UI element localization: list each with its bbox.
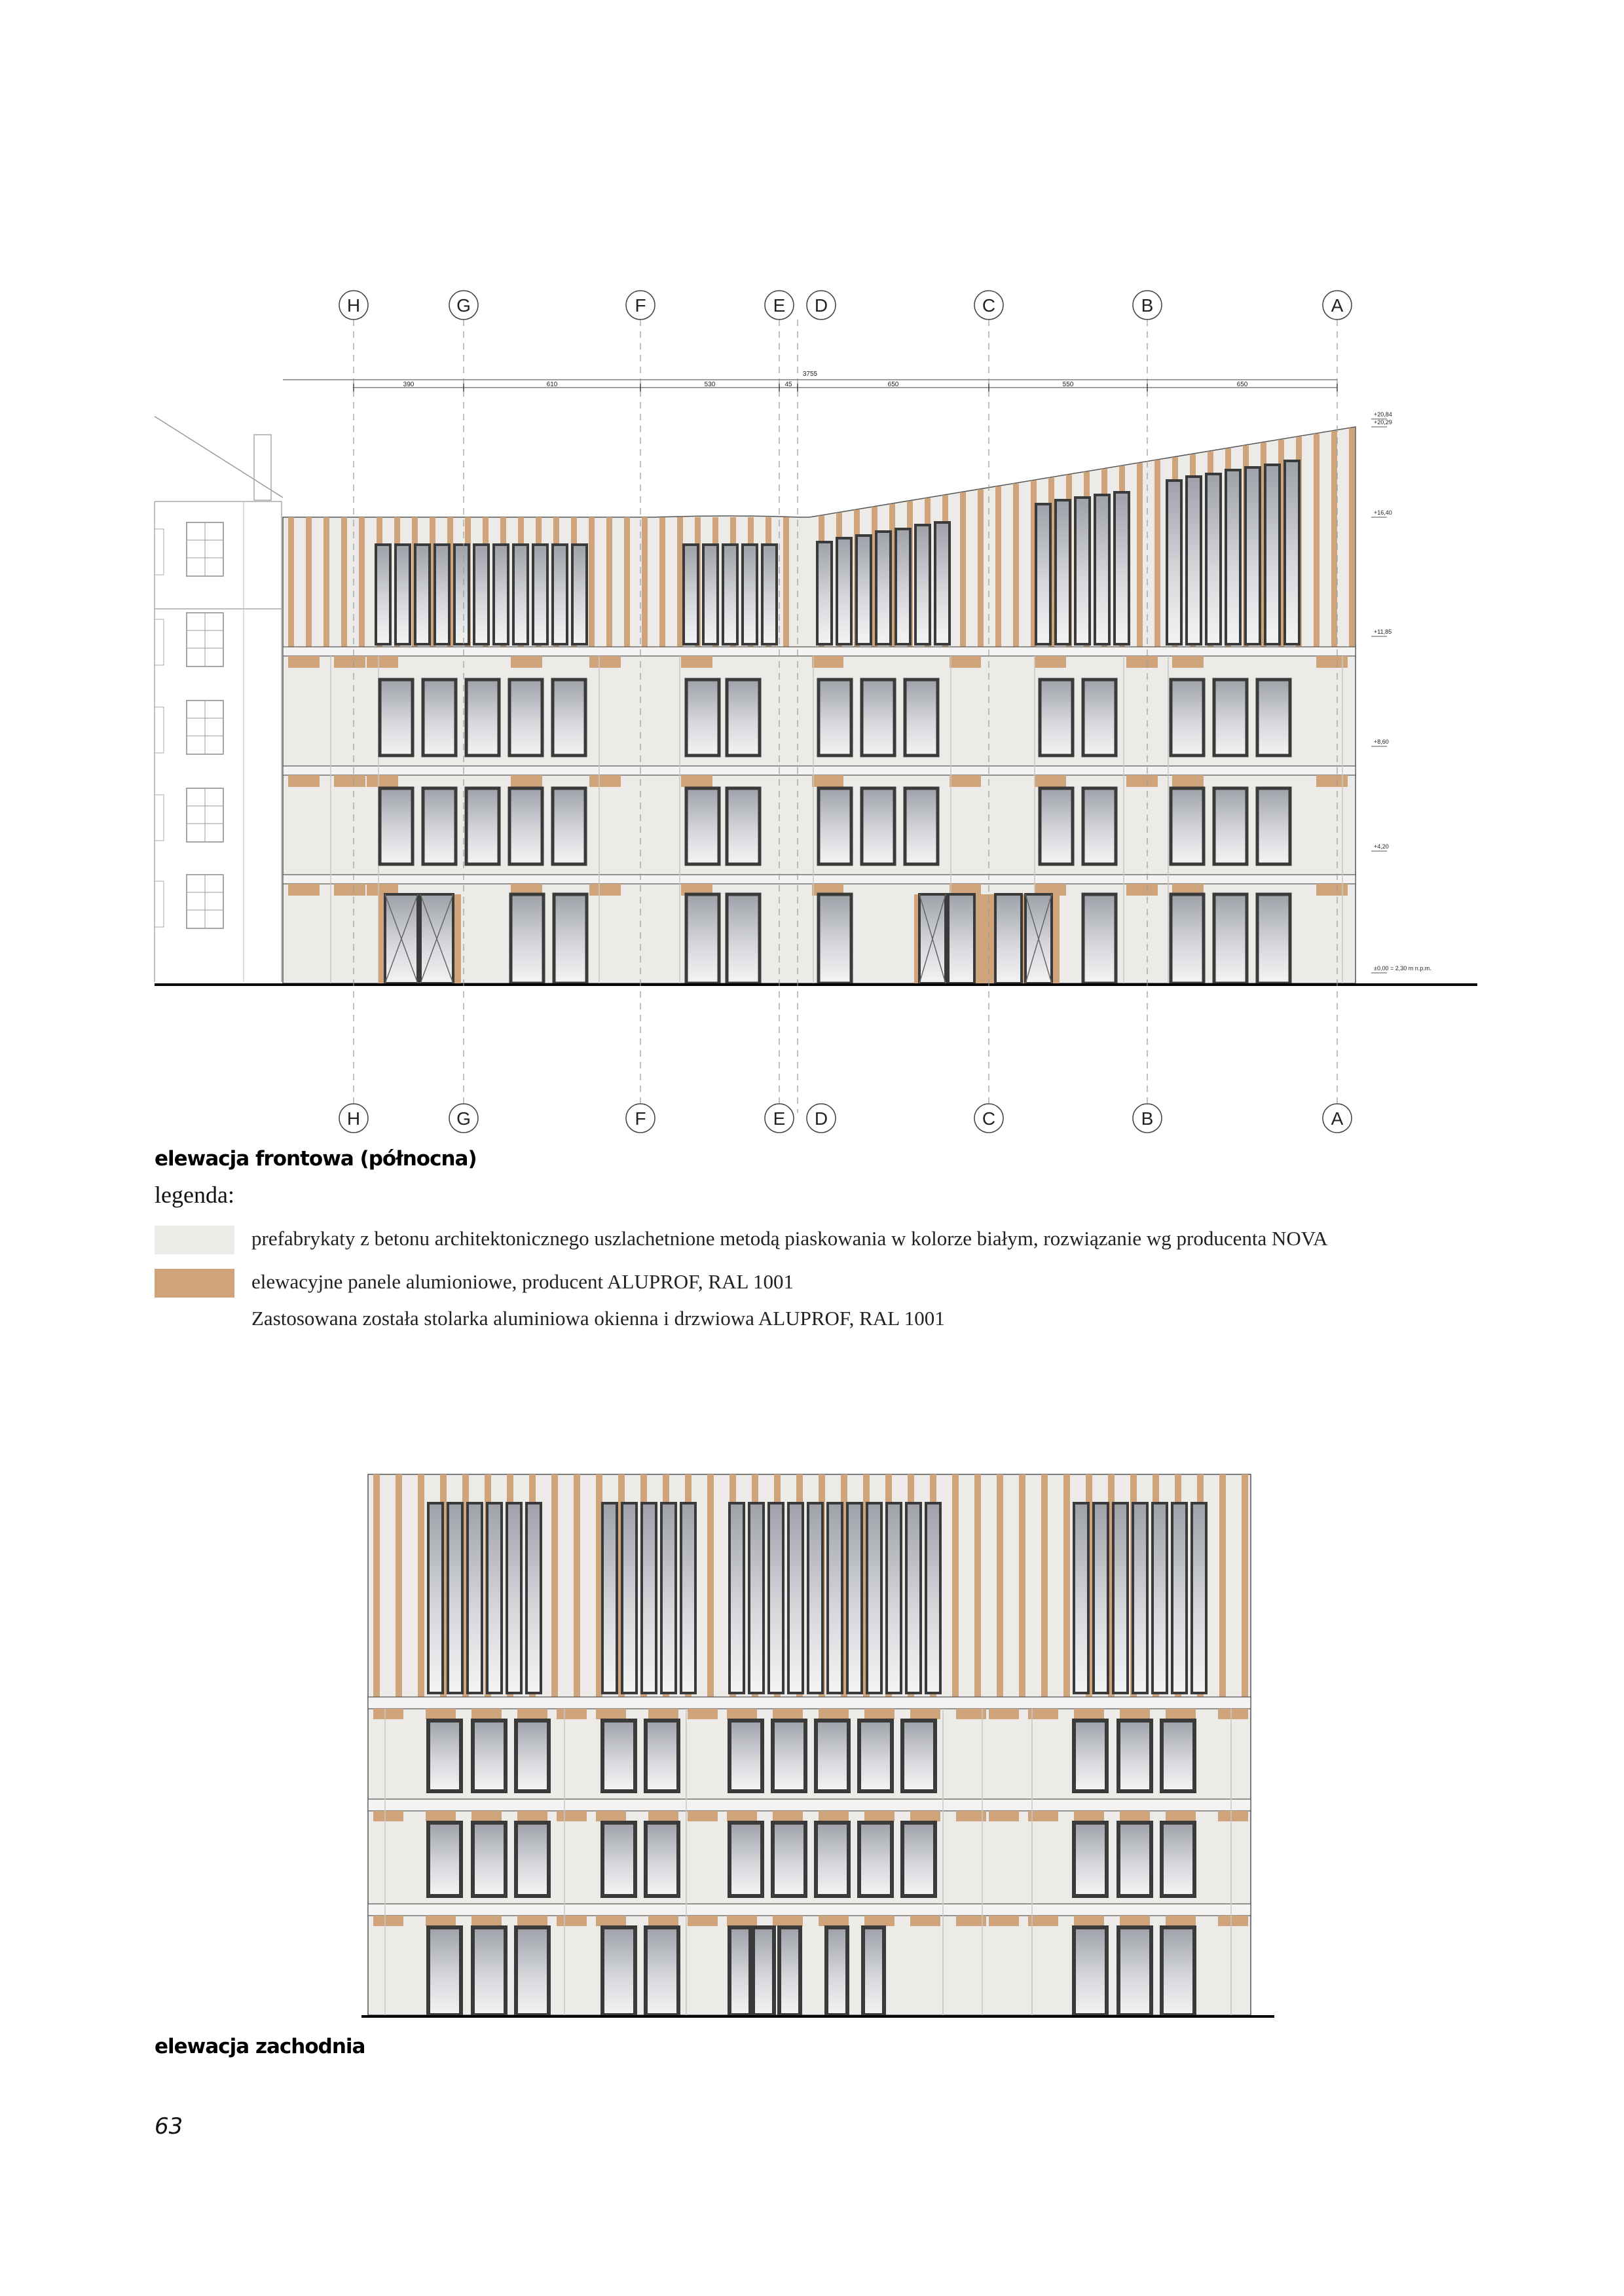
legend-item-label: prefabrykaty z betonu architektonicznego uszlachetnione metodą piaskowania w kolorze białym, rozwiązanie wg producenta NOVA [251,1227,1328,1250]
axis-label: B [1141,295,1154,316]
window-glass [473,1721,506,1791]
segment-dimension: 650 [1236,381,1248,388]
aluminium-band [1028,1811,1058,1821]
level-label: +11,85 [1374,629,1392,635]
window-glass [646,1927,678,2015]
window-glass [428,1503,443,1693]
level-label: +20,29 [1374,419,1392,426]
window-glass [526,1503,541,1693]
aluminium-band [373,1811,403,1821]
window-glass [773,1823,805,1896]
aluminium-band [471,1916,502,1926]
window [507,1503,521,1693]
window [902,1721,935,1791]
aluminium-band [1074,1709,1104,1719]
window [1074,1721,1107,1791]
window [729,1927,750,2015]
aluminium-band [688,1811,718,1821]
window [729,1503,744,1693]
window-glass [1172,1503,1187,1693]
aluminium-band [471,1709,502,1719]
window [926,1503,940,1693]
window [773,1721,805,1791]
legend-item-label: elewacyjne panele alumioniowe, producent ALUPROF, RAL 1001 [251,1270,794,1293]
window [788,1503,803,1693]
segment-dimension: 550 [1062,381,1074,388]
aluminium-band [727,1916,757,1926]
level-label: +4,20 [1374,843,1389,850]
window-glass [859,1823,892,1896]
axis-label: A [1331,295,1344,316]
window-glass [1118,1927,1151,2015]
window [779,1927,800,2015]
aluminium-band [956,1811,986,1821]
window [661,1503,676,1693]
legend-item-aluminium [155,1267,1464,1298]
window-glass [902,1721,935,1791]
aluminium-band [1166,1709,1196,1719]
aluminium-band [989,1709,1019,1719]
window-glass [1074,1721,1107,1791]
window [1118,1823,1151,1896]
axis-label: H [346,295,361,316]
window-glass [863,1927,884,2015]
aluminium-fin [1063,1474,1070,1697]
window [906,1503,921,1693]
aluminium-band [557,1709,587,1719]
window-glass [816,1721,849,1791]
window [753,1927,774,2015]
window-glass [788,1503,803,1693]
aluminium-band [864,1709,895,1719]
window-glass [1162,1823,1194,1896]
window-glass [428,1721,461,1791]
window [602,1721,635,1791]
window-glass [473,1823,506,1896]
aluminium-fin [974,1474,981,1697]
floor-slab [368,1799,1251,1811]
window [646,1927,678,2015]
window-glass [1094,1503,1108,1693]
window [769,1503,783,1693]
axis-label: F [635,295,646,316]
segment-dimension: 390 [403,381,415,388]
window [826,1927,847,2015]
aluminium-band [471,1811,502,1821]
window-glass [1074,1823,1107,1896]
segment-dimension: 650 [887,381,899,388]
segment-dimension: 45 [784,381,792,388]
west-building [368,1474,1251,2015]
aluminium-fin [551,1474,558,1697]
aluminium-fin [1041,1474,1048,1697]
aluminium-fin [952,1474,959,1697]
aluminium-band [1218,1811,1248,1821]
aluminium-band [648,1811,678,1821]
aluminium-band [910,1811,940,1821]
window-glass [448,1503,462,1693]
aluminium-band [426,1709,456,1719]
axis-label: D [814,1108,828,1129]
window [526,1503,541,1693]
axis-label: C [982,295,996,316]
aluminium-fin [1242,1474,1248,1697]
legend-title: legenda: [155,1182,234,1208]
aluminium-band [1120,1811,1150,1821]
window [1192,1503,1206,1693]
window-glass [1133,1503,1147,1693]
window [863,1927,884,2015]
aluminium-band [517,1916,547,1926]
aluminium-fin [997,1474,1003,1697]
window-glass [826,1927,847,2015]
window [1118,1721,1151,1791]
aluminium-band [910,1916,940,1926]
window-glass [1153,1503,1167,1693]
window [1162,1927,1194,2015]
window-glass [867,1503,881,1693]
window [1074,1927,1107,2015]
aluminium-band [910,1709,940,1719]
window [516,1823,549,1896]
window [602,1823,635,1896]
window-glass [902,1823,935,1896]
window-glass [516,1721,549,1791]
window [1172,1503,1187,1693]
window-glass [602,1503,617,1693]
axis-label: C [982,1108,996,1129]
axis-label: E [773,295,786,316]
window-glass [906,1503,921,1693]
window [1162,1823,1194,1896]
aluminium-band [819,1709,849,1719]
axis-label: F [635,1108,646,1129]
window [1113,1503,1128,1693]
level-label: +8,60 [1374,738,1389,745]
window [1074,1823,1107,1896]
window-glass [1162,1927,1194,2015]
window [448,1503,462,1693]
aluminium-band [517,1709,547,1719]
window [487,1503,502,1693]
window-glass [516,1823,549,1896]
window-glass [769,1503,783,1693]
window [816,1721,849,1791]
aluminium-band [688,1709,718,1719]
level-label: +16,40 [1374,509,1392,516]
aluminium-band [596,1811,626,1821]
aluminium-band [727,1811,757,1821]
window [729,1721,762,1791]
page-number: 63 [155,2113,183,2140]
window-glass [1113,1503,1128,1693]
window-glass [507,1503,521,1693]
aluminium-band [596,1916,626,1926]
aluminium-band [864,1916,895,1926]
window-glass [1162,1721,1194,1791]
aluminium-band [956,1709,986,1719]
window [902,1823,935,1896]
front-elevation-caption: elewacja frontowa (północna) [155,1147,477,1171]
window [1074,1503,1088,1693]
segment-dimension: 610 [546,381,558,388]
aluminium-fin [396,1474,402,1697]
window-glass [1192,1503,1206,1693]
window-glass [646,1823,678,1896]
window [1118,1927,1151,2015]
window [1094,1503,1108,1693]
overall-dimension: 3755 [802,371,818,378]
legend-note: Zastosowana została stolarka aluminiowa okienna i drzwiowa ALUPROF, RAL 1001 [251,1307,945,1330]
window-glass [681,1503,695,1693]
aluminium-band [1218,1709,1248,1719]
window [428,1721,461,1791]
legend-item-concrete [155,1224,1464,1254]
window [516,1927,549,2015]
segment-dimension: 530 [704,381,716,388]
window-glass [729,1721,762,1791]
window-glass [1118,1823,1151,1896]
window [602,1927,635,2015]
window-glass [468,1503,482,1693]
aluminium-fin [707,1474,714,1697]
window-glass [622,1503,637,1693]
window [646,1823,678,1896]
window-glass [1118,1721,1151,1791]
window-glass [646,1721,678,1791]
aluminium-band [1120,1916,1150,1926]
window [428,1823,461,1896]
window-glass [887,1503,901,1693]
window-glass [729,1823,762,1896]
aluminium-band [1028,1916,1058,1926]
aluminium-band [688,1916,718,1926]
aluminium-band [557,1811,587,1821]
window-glass [753,1927,774,2015]
window [646,1721,678,1791]
window-glass [473,1927,506,2015]
window-glass [773,1721,805,1791]
window [681,1503,695,1693]
window [887,1503,901,1693]
window [428,1503,443,1693]
window-glass [428,1927,461,2015]
aluminium-band [426,1916,456,1926]
window-glass [816,1823,849,1896]
axis-label: A [1331,1108,1344,1129]
aluminium-fin [574,1474,580,1697]
aluminium-fin [418,1474,424,1697]
window [468,1503,482,1693]
aluminium-band [1028,1709,1058,1719]
window [867,1503,881,1693]
aluminium-fin [373,1474,380,1697]
window [859,1721,892,1791]
window-glass [661,1503,676,1693]
concrete-swatch [155,1226,234,1254]
window-glass [859,1721,892,1791]
aluminium-band [1074,1811,1104,1821]
window-glass [1074,1927,1107,2015]
axis-label: G [456,295,471,316]
axis-label: H [346,1108,361,1129]
aluminium-swatch [155,1269,234,1298]
level-label: ±0,00 = 2,30 m n.p.m. [1374,965,1431,972]
floor-slab [368,1904,1251,1916]
window-glass [779,1927,800,2015]
west-elevation-caption: elewacja zachodnia [155,2035,365,2058]
aluminium-band [773,1916,803,1926]
window-glass [729,1503,744,1693]
aluminium-band [373,1916,403,1926]
aluminium-band [517,1811,547,1821]
aluminium-band [596,1709,626,1719]
aluminium-band [648,1709,678,1719]
window [847,1503,862,1693]
aluminium-band [819,1916,849,1926]
aluminium-fin [1219,1474,1226,1697]
axis-label: B [1141,1108,1154,1129]
window [859,1823,892,1896]
aluminium-band [773,1709,803,1719]
window-glass [602,1927,635,2015]
window [808,1503,822,1693]
aluminium-band [864,1811,895,1821]
aluminium-band [1120,1709,1150,1719]
window-glass [428,1823,461,1896]
level-label: +20,84 [1374,411,1392,418]
window [428,1927,461,2015]
window [642,1503,656,1693]
aluminium-fin [1019,1474,1025,1697]
aluminium-band [1074,1916,1104,1926]
floor-slab [368,1697,1251,1709]
window-glass [749,1503,764,1693]
window [729,1823,762,1896]
window [473,1823,506,1896]
window [473,1721,506,1791]
window [1153,1503,1167,1693]
window [749,1503,764,1693]
window-glass [828,1503,842,1693]
window-glass [516,1927,549,2015]
window [828,1503,842,1693]
window-glass [808,1503,822,1693]
aluminium-band [989,1811,1019,1821]
aluminium-band [373,1709,403,1719]
axis-label: D [814,295,828,316]
window [1133,1503,1147,1693]
aluminium-band [727,1709,757,1719]
window-glass [487,1503,502,1693]
aluminium-band [1166,1916,1196,1926]
window-glass [602,1823,635,1896]
aluminium-band [989,1916,1019,1926]
window [622,1503,637,1693]
window [602,1503,617,1693]
window-glass [1074,1503,1088,1693]
aluminium-band [426,1811,456,1821]
window [516,1721,549,1791]
axis-label: G [456,1108,471,1129]
window-glass [729,1927,750,2015]
window-glass [602,1721,635,1791]
aluminium-band [557,1916,587,1926]
aluminium-band [1166,1811,1196,1821]
window [1162,1721,1194,1791]
window-glass [642,1503,656,1693]
aluminium-band [819,1811,849,1821]
window [473,1927,506,2015]
aluminium-band [1218,1916,1248,1926]
axis-label: E [773,1108,786,1129]
aluminium-band [956,1916,986,1926]
aluminium-band [648,1916,678,1926]
window-glass [926,1503,940,1693]
window [773,1823,805,1896]
window [816,1823,849,1896]
window-glass [847,1503,862,1693]
aluminium-band [773,1811,803,1821]
